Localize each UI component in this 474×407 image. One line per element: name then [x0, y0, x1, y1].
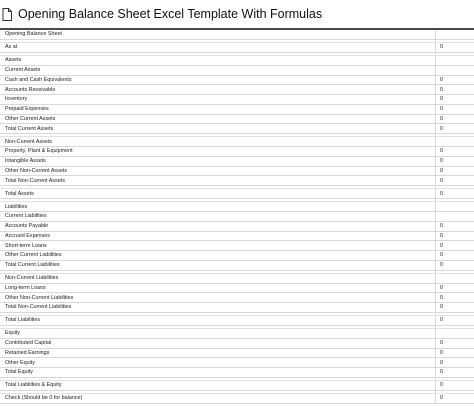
table-row [0, 124, 474, 134]
row-value-cell[interactable] [436, 30, 474, 39]
row-value-cell[interactable]: 0 [440, 242, 443, 249]
row-label-cell[interactable]: Short-term Loans [0, 241, 436, 250]
table-row [0, 358, 474, 368]
row-label-cell[interactable]: Non-Current Assets [0, 137, 436, 146]
row-label-cell[interactable] [0, 313, 436, 315]
table-row [0, 316, 474, 326]
row-value-cell[interactable]: 0 [440, 76, 443, 83]
row-value-cell[interactable]: 0 [440, 369, 443, 376]
row-value-cell[interactable]: 0 [440, 395, 443, 402]
row-value-cell[interactable]: 0 [440, 223, 443, 230]
row-label-cell[interactable]: Long-term Loans [0, 284, 436, 293]
page-header [0, 0, 474, 30]
row-value-cell[interactable]: 0 [440, 317, 443, 324]
page-title: Opening Balance Sheet Excel Template With Formulas [18, 7, 323, 21]
table-row [0, 189, 474, 199]
row-value-cell[interactable] [436, 274, 474, 283]
table-row [0, 76, 474, 86]
table-row [0, 284, 474, 294]
row-value-cell[interactable]: 0 [440, 232, 443, 239]
table-row [0, 56, 474, 66]
row-label-cell[interactable]: As at [0, 43, 436, 52]
row-label-cell[interactable]: Total Non-Current Assets [0, 176, 436, 185]
row-value-cell[interactable] [436, 212, 474, 221]
row-value-cell[interactable] [436, 137, 474, 146]
row-value-cell[interactable]: 0 [440, 359, 443, 366]
row-value-cell[interactable] [436, 199, 474, 201]
row-label-cell[interactable] [0, 199, 436, 201]
row-value-cell[interactable]: 0 [440, 177, 443, 184]
row-label-cell[interactable]: Check (Should be 0 for balance) [0, 394, 436, 403]
row-label-cell[interactable]: Other Non-Current Liabilities [0, 293, 436, 302]
row-label-cell[interactable]: Non-Current Liabilities [0, 274, 436, 283]
row-value-cell[interactable]: 0 [440, 148, 443, 155]
row-value-cell[interactable]: 0 [440, 167, 443, 174]
table-row [0, 251, 474, 261]
row-label-cell[interactable]: Cash and Cash Equivalents [0, 76, 436, 85]
row-label-cell[interactable]: Liabilities [0, 202, 436, 211]
row-label-cell[interactable]: Total Current Assets [0, 124, 436, 133]
table-row [0, 202, 474, 212]
row-value-cell[interactable]: 0 [440, 96, 443, 103]
row-value-cell[interactable]: 0 [440, 304, 443, 311]
table-row [0, 394, 474, 404]
row-label-cell[interactable]: Total Equity [0, 368, 436, 377]
row-value-cell[interactable] [436, 378, 474, 380]
table-row [0, 329, 474, 339]
row-value-cell[interactable] [436, 313, 474, 315]
row-label-cell[interactable] [0, 134, 436, 136]
row-value-cell[interactable] [436, 202, 474, 211]
table-row [0, 339, 474, 349]
row-label-cell[interactable]: Accounts Payable [0, 222, 436, 231]
row-label-cell[interactable] [0, 271, 436, 273]
row-label-cell[interactable]: Retained Earnings [0, 349, 436, 358]
table-row [0, 303, 474, 313]
row-value-cell[interactable]: 0 [440, 190, 443, 197]
row-value-cell[interactable]: 0 [440, 382, 443, 389]
table-row [0, 222, 474, 232]
table-row [0, 368, 474, 378]
row-label-cell[interactable]: Property, Plant & Equipment [0, 147, 436, 156]
row-label-cell[interactable]: Other Non-Current Assets [0, 167, 436, 176]
row-value-cell[interactable] [436, 56, 474, 65]
row-value-cell[interactable] [436, 271, 474, 273]
row-value-cell[interactable]: 0 [440, 294, 443, 301]
table-row [0, 232, 474, 242]
row-value-cell[interactable] [436, 329, 474, 338]
row-value-cell[interactable] [436, 391, 474, 393]
table-row [0, 30, 474, 40]
row-value-cell[interactable]: 0 [440, 106, 443, 113]
row-label-cell[interactable] [0, 53, 436, 55]
row-label-cell[interactable]: Total Assets [0, 189, 436, 198]
table-row [0, 381, 474, 391]
table-row [0, 95, 474, 105]
table-row [0, 274, 474, 284]
row-label-cell[interactable]: Other Current Assets [0, 115, 436, 124]
row-label-cell[interactable]: Opening Balance Sheet [0, 30, 436, 39]
row-label-cell[interactable]: Accrued Expenses [0, 232, 436, 241]
row-value-cell[interactable]: 0 [440, 86, 443, 93]
row-label-cell[interactable]: Contributed Capital [0, 339, 436, 348]
row-label-cell[interactable]: Assets [0, 56, 436, 65]
row-label-cell[interactable] [0, 186, 436, 188]
table-row [0, 261, 474, 271]
row-value-cell[interactable]: 0 [440, 125, 443, 132]
row-value-cell[interactable] [436, 66, 474, 75]
row-label-cell[interactable]: Inventory [0, 95, 436, 104]
row-value-cell[interactable] [436, 53, 474, 55]
table-row [0, 105, 474, 115]
table-row [0, 115, 474, 125]
row-value-cell[interactable]: 0 [440, 158, 443, 165]
row-value-cell[interactable]: 0 [440, 284, 443, 291]
row-value-cell[interactable]: 0 [440, 115, 443, 122]
row-label-cell[interactable]: Equity [0, 329, 436, 338]
table-row [0, 167, 474, 177]
row-value-cell[interactable]: 0 [440, 340, 443, 347]
row-value-cell[interactable] [436, 134, 474, 136]
row-value-cell[interactable] [436, 326, 474, 328]
row-label-cell[interactable] [0, 326, 436, 328]
table-row [0, 137, 474, 147]
row-label-cell[interactable]: Total Non-Current Liabilities [0, 303, 436, 312]
row-label-cell[interactable] [0, 391, 436, 393]
row-value-cell[interactable]: 0 [440, 349, 443, 356]
table-row [0, 176, 474, 186]
row-value-cell[interactable]: 0 [440, 44, 443, 51]
row-label-cell[interactable]: Intangible Assets [0, 157, 436, 166]
row-label-cell[interactable]: Total Current Liabilities [0, 261, 436, 270]
table-row [0, 85, 474, 95]
row-label-cell[interactable]: Total Liabilities [0, 316, 436, 325]
table-row [0, 241, 474, 251]
table-row [0, 66, 474, 76]
row-value-cell[interactable]: 0 [440, 252, 443, 259]
table-row [0, 43, 474, 53]
row-label-cell[interactable]: Other Current Liabilities [0, 251, 436, 260]
document-icon [2, 8, 12, 21]
row-label-cell[interactable]: Total Liabilities & Equity [0, 381, 436, 390]
table-row [0, 293, 474, 303]
row-label-cell[interactable]: Accounts Receivable [0, 85, 436, 94]
table-row [0, 157, 474, 167]
row-label-cell[interactable]: Current Assets [0, 66, 436, 75]
table-row [0, 147, 474, 157]
row-label-cell[interactable]: Current Liabilities [0, 212, 436, 221]
table-row [0, 212, 474, 222]
table-row [0, 349, 474, 359]
row-value-cell[interactable]: 0 [440, 262, 443, 269]
row-label-cell[interactable] [0, 40, 436, 42]
row-value-cell[interactable] [436, 40, 474, 42]
row-label-cell[interactable]: Other Equity [0, 358, 436, 367]
spreadsheet-grid [0, 30, 474, 404]
row-value-cell[interactable] [436, 186, 474, 188]
row-label-cell[interactable]: Prepaid Expenses [0, 105, 436, 114]
row-label-cell[interactable] [0, 378, 436, 380]
